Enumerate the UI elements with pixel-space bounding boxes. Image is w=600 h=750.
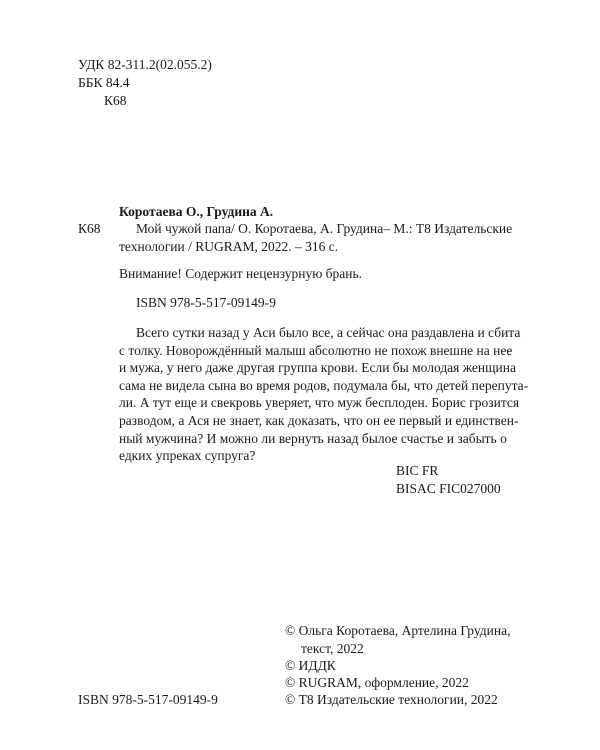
copyright-t8: © Т8 Издательские технологии, 2022 xyxy=(285,692,498,707)
author-mark-code: К68 xyxy=(104,93,127,108)
annotation-line: сама не видела сына во время родов, подумала бы, что детей перепута- xyxy=(119,377,529,393)
content-warning: Внимание! Содержит нецензурную брань. xyxy=(119,266,363,281)
copyright-rugram: © RUGRAM, оформление, 2022 xyxy=(285,675,469,690)
bisac-code: BISAC FIC027000 xyxy=(396,481,501,496)
bbk-code: ББК 84.4 xyxy=(78,75,130,90)
annotation-line: с толку. Новорождённый малыш абсолютно не похож внешне на нее xyxy=(119,342,513,358)
authors-heading: Коротаева О., Грудина А. xyxy=(119,204,274,219)
annotation xyxy=(119,324,529,465)
copyright-iddk: © ИДДК xyxy=(285,658,336,673)
isbn-footer: ISBN 978-5-517-09149-9 xyxy=(78,692,218,707)
annotation-line: едких упреках супруга? xyxy=(119,448,256,464)
annotation-line: ный мужчина? И можно ли вернуть назад былое счастье и забыть о xyxy=(119,430,507,446)
annotation-line: и мужа, у него даже другая группа крови. Если бы молодая женщина xyxy=(119,360,516,376)
bibliography-code: К68 xyxy=(78,221,101,236)
annotation-line: ли. А тут еще и свекровь уверяет, что муж бесплоден. Борис грозится xyxy=(119,395,520,411)
copyright-authors: © Ольга Коротаева, Артелина Грудина, xyxy=(285,623,511,638)
udk-code: УДК 82-311.2(02.055.2) xyxy=(78,57,212,72)
copyright-authors-text: текст, 2022 xyxy=(301,641,364,656)
isbn-main: ISBN 978-5-517-09149-9 xyxy=(136,295,276,310)
bic-code: BIC FR xyxy=(396,463,439,478)
bibliography-line-1: Мой чужой папа/ О. Коротаева, А. Грудина– М.: Т8 Издательские xyxy=(136,221,513,236)
bibliography-line-2: технологии / RUGRAM, 2022. – 316 с. xyxy=(119,239,339,254)
annotation-line: разводом, а Ася не знает, как доказать, что он ее первый и единствен- xyxy=(119,412,519,428)
annotation-line: Всего сутки назад у Аси было все, а сейчас она раздавлена и сбита xyxy=(136,325,521,340)
